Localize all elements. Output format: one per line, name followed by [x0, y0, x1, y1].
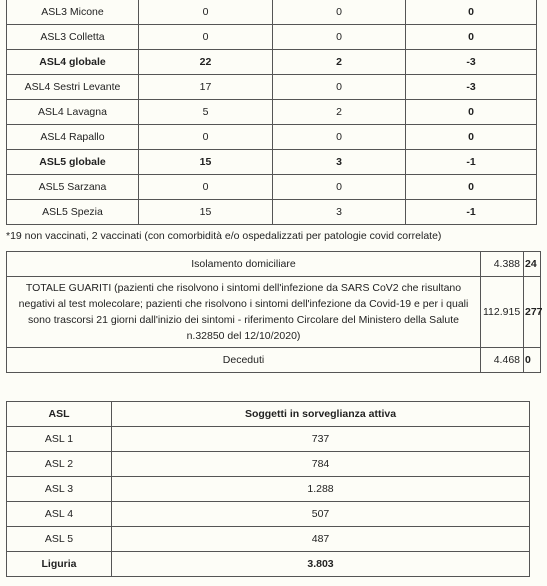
asl-name-cell: ASL5 globale	[7, 150, 139, 175]
isolamento-delta: 24	[524, 252, 541, 277]
table-row	[7, 200, 537, 225]
total-asl: Liguria	[7, 552, 112, 577]
asl-name-cell: ASL5 Sarzana	[7, 175, 139, 200]
value-c-cell: -3	[406, 50, 537, 75]
guariti-label: TOTALE GUARITI (pazienti che risolvono i sintomi dell'infezione da SARS CoV2 che risultano negativi al test molecolare; pazienti che risolvono i sintomi dell'infezione da Covid-19 e per i quali sono trascorsi 21 giorni dall'inizio dei sintomi - riferimento Circolare del Ministero della Salute n.32850 del 12/10/2020)	[7, 277, 481, 348]
header-sorveglianza: Soggetti in sorveglianza attiva	[112, 402, 530, 427]
guariti-delta: 277	[524, 277, 541, 348]
asl-name-cell: ASL4 Rapallo	[7, 125, 139, 150]
table-row	[7, 452, 530, 477]
value-a-cell: 0	[139, 125, 273, 150]
table-row	[7, 100, 537, 125]
sorveglianza-value-cell: 487	[112, 527, 530, 552]
value-b-cell: 0	[273, 25, 406, 50]
deceduti-value: 4.468	[481, 348, 524, 373]
value-c-cell: 0	[406, 125, 537, 150]
value-a-cell: 0	[139, 25, 273, 50]
asl-cell: ASL 4	[7, 502, 112, 527]
total-value: 3.803	[112, 552, 530, 577]
value-b-cell: 2	[273, 50, 406, 75]
sorveglianza-value-cell: 507	[112, 502, 530, 527]
value-a-cell: 15	[139, 200, 273, 225]
value-a-cell: 0	[139, 175, 273, 200]
sorveglianza-value-cell: 737	[112, 427, 530, 452]
value-c-cell: -1	[406, 150, 537, 175]
value-c-cell: 0	[406, 175, 537, 200]
table-row	[7, 502, 530, 527]
table-row	[7, 25, 537, 50]
value-a-cell: 5	[139, 100, 273, 125]
asl-cell: ASL 2	[7, 452, 112, 477]
sorveglianza-value-cell: 784	[112, 452, 530, 477]
footnote: *19 non vaccinati, 2 vaccinati (con comorbidità e/o ospedalizzati per patologie covid correlate)	[6, 230, 442, 242]
sorveglianza-header-row	[7, 402, 530, 427]
asl-name-cell: ASL4 globale	[7, 50, 139, 75]
value-b-cell: 0	[273, 125, 406, 150]
value-b-cell: 0	[273, 75, 406, 100]
asl-cell: ASL 1	[7, 427, 112, 452]
value-c-cell: 0	[406, 0, 537, 25]
summary-table	[6, 251, 541, 373]
isolamento-value: 4.388	[481, 252, 524, 277]
sorveglianza-value-cell: 1.288	[112, 477, 530, 502]
value-b-cell: 0	[273, 0, 406, 25]
table-row	[7, 427, 530, 452]
guariti-value: 112.915	[481, 277, 524, 348]
asl-name-cell: ASL3 Colletta	[7, 25, 139, 50]
table-row	[7, 477, 530, 502]
asl-cell: ASL 3	[7, 477, 112, 502]
table-row	[7, 0, 537, 25]
value-c-cell: -3	[406, 75, 537, 100]
asl-name-cell: ASL4 Lavagna	[7, 100, 139, 125]
table-row	[7, 175, 537, 200]
isolamento-label: Isolamento domiciliare	[7, 252, 481, 277]
value-b-cell: 2	[273, 100, 406, 125]
asl-detail-table	[6, 0, 537, 225]
table-row	[7, 50, 537, 75]
table-row	[7, 125, 537, 150]
sorveglianza-total-row	[7, 552, 530, 577]
asl-name-cell: ASL4 Sestri Levante	[7, 75, 139, 100]
deceduti-label: Deceduti	[7, 348, 481, 373]
value-a-cell: 17	[139, 75, 273, 100]
value-c-cell: 0	[406, 25, 537, 50]
value-a-cell: 0	[139, 0, 273, 25]
asl-cell: ASL 5	[7, 527, 112, 552]
asl-name-cell: ASL3 Micone	[7, 0, 139, 25]
summary-row-guariti	[7, 277, 541, 348]
table-row	[7, 75, 537, 100]
value-b-cell: 0	[273, 175, 406, 200]
table-row	[7, 150, 537, 175]
header-asl: ASL	[7, 402, 112, 427]
summary-row-deceduti	[7, 348, 541, 373]
deceduti-delta: 0	[524, 348, 541, 373]
value-c-cell: 0	[406, 100, 537, 125]
table-row	[7, 527, 530, 552]
value-a-cell: 15	[139, 150, 273, 175]
summary-row-isolamento	[7, 252, 541, 277]
value-a-cell: 22	[139, 50, 273, 75]
value-b-cell: 3	[273, 200, 406, 225]
value-b-cell: 3	[273, 150, 406, 175]
asl-name-cell: ASL5 Spezia	[7, 200, 139, 225]
sorveglianza-table	[6, 401, 530, 577]
value-c-cell: -1	[406, 200, 537, 225]
